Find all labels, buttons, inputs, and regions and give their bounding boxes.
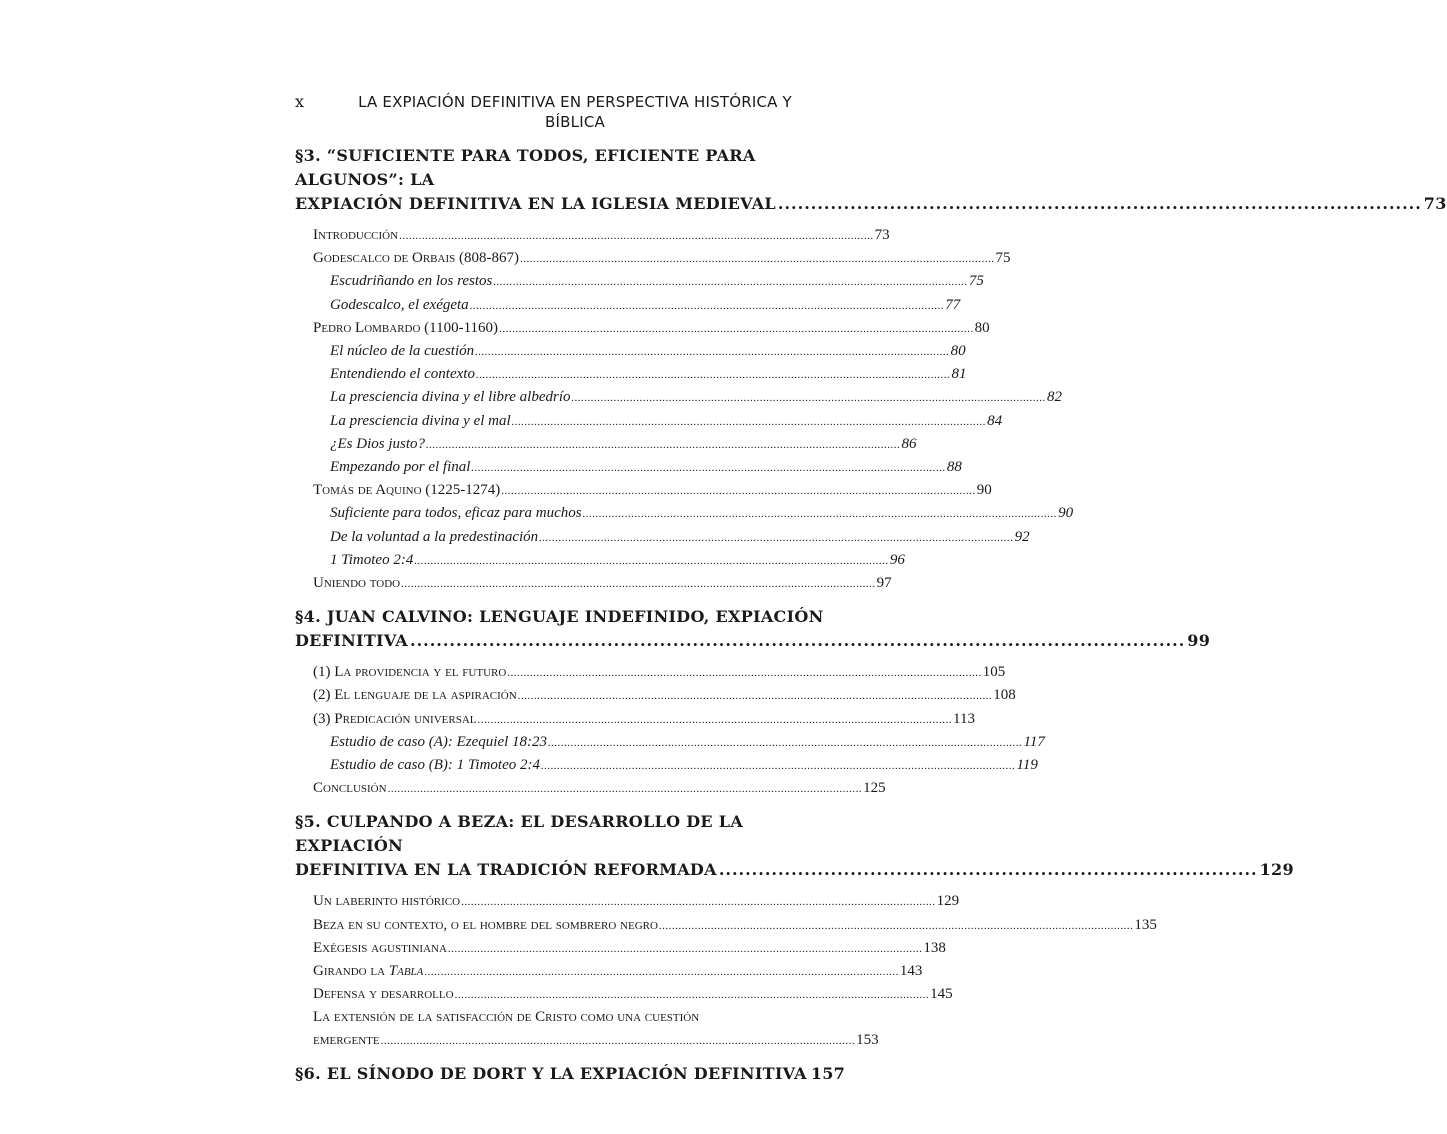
dot-leader: .................................................................................................................................................. [493,276,968,289]
entry-page: 113 [953,710,975,727]
toc-section [295,605,1211,800]
toc-subentry[interactable] [295,270,984,293]
dot-leader: ...................................................................................................................... [410,631,1186,651]
entry-title: Exégesis agustiniana [313,939,447,956]
section-heading[interactable] [295,1062,846,1086]
dot-leader: .................................................................................................................................................. [511,415,987,428]
section-heading-line-1: §4. JUAN CALVINO: LENGUAJE INDEFINIDO, EXPIACIÓN [295,607,824,627]
dot-leader: .................................................................................. [718,860,1258,880]
dot-leader: .................................................................................................................................................. [399,230,874,242]
entry-page: 77 [945,296,961,313]
entry-title-line-2: emergente [313,1031,380,1048]
entry-page: 73 [874,227,890,243]
toc-subentry[interactable] [295,340,966,363]
entry-title-italic: Tabla [388,963,424,980]
dot-leader: .................................................................................................................................................. [540,760,1016,773]
entry-page: 129 [936,893,960,910]
entry-page: 143 [899,963,923,980]
entry-title: Pedro Lombardo (1100-1160) [313,319,499,336]
section-entries [295,890,1157,1051]
section-entries [295,661,1045,800]
toc-entry[interactable] [295,317,990,340]
toc-subentry[interactable] [295,502,1074,525]
entry-title: Conclusión [313,780,387,797]
toc-entry[interactable] [295,572,892,595]
toc-entry[interactable] [295,960,923,983]
entry-title: Tomás de Aquino (1225-1274) [313,482,501,499]
entry-page: 105 [982,664,1006,681]
dot-leader: .................................................................................................................................................. [507,667,982,680]
entry-title: El núcleo de la cuestión [330,343,475,360]
dot-leader: .................................................................................................................................................. [475,369,951,382]
entry-title: Estudio de caso (B): 1 Timoteo 2:4 [330,757,540,774]
dot-leader: .................................................................................................................................................. [539,531,1014,544]
toc-section [295,144,1447,595]
toc-subentry[interactable] [295,363,967,386]
section-heading[interactable] [295,144,1447,216]
running-head [330,92,820,132]
entry-page: 75 [968,273,984,290]
section-heading-line-1: §5. CULPANDO A BEZA: EL DESARROLLO DE LA EXPIACIÓN [295,812,744,856]
entry-page: 145 [930,986,953,1003]
dot-leader: .................................................................................................................................................. [517,690,993,703]
entry-page: 117 [1023,733,1045,750]
toc-entry-multiline[interactable] [295,1006,879,1051]
toc-entry[interactable] [295,983,953,1006]
entry-page: 82 [1047,389,1063,406]
section-page: 99 [1187,631,1211,651]
entry-title: Godescalco de Orbais (808-867) [313,250,519,267]
toc-subentry[interactable] [295,294,961,317]
entry-title: Uniendo todo [313,575,401,592]
table-of-contents [295,144,1447,1086]
entry-page: 119 [1016,757,1038,774]
entry-page: 153 [856,1031,879,1048]
entry-page: 88 [946,459,962,476]
section-heading[interactable] [295,605,1211,653]
section-page: 129 [1259,860,1294,880]
toc-entry[interactable] [295,708,975,731]
toc-subentry[interactable] [295,456,962,479]
entry-page: 90 [976,482,992,499]
toc-entry[interactable] [295,479,992,502]
section-heading-line-2: DEFINITIVA EN LA TRADICIÓN REFORMADA [295,860,717,880]
dot-leader: .................................................................................................................................................. [475,346,950,359]
section-page: 73 [1423,194,1447,213]
dot-leader: .................................................................................................................................................. [469,299,945,312]
dot-leader: .................................................................................................................................................. [477,713,952,726]
toc-subentry[interactable] [295,731,1045,754]
entry-title: La presciencia divina y el mal [330,412,511,429]
dot-leader: .................................................................................................................................................. [658,919,1134,932]
entry-title: Un laberinto histórico [313,893,461,910]
section-entries [295,224,1074,595]
toc-entry[interactable] [295,684,1016,707]
dot-leader: .................................................................................................................................................. [387,783,863,796]
toc-section [295,810,1294,1051]
entry-title: 1 Timoteo 2:4 [330,551,414,568]
toc-subentry[interactable] [295,410,1003,433]
toc-subentry[interactable] [295,386,1063,409]
toc-subentry[interactable] [295,433,917,456]
dot-leader: .................................................................................................................................................. [401,578,876,591]
entry-page: 86 [901,435,917,452]
toc-entry[interactable] [295,777,886,800]
entry-page: 80 [974,319,990,336]
entry-title: (2) El lenguaje de la aspiración [313,687,517,704]
entry-page: 135 [1134,916,1157,933]
section-page: 157 [810,1063,846,1083]
dot-leader: .................................................................................................................................................. [454,989,930,1002]
dot-leader: .................................................................................................................................................. [380,1034,856,1047]
toc-entry[interactable] [295,224,890,247]
entry-page: 84 [987,412,1003,429]
page-number: x [295,92,305,111]
dot-leader: .................................................................................................................................................. [424,966,899,979]
toc-entry[interactable] [295,247,1011,270]
section-heading-line-1: §6. EL SÍNODO DE DORT Y LA EXPIACIÓN DEFINITIVA [295,1063,807,1083]
entry-title: Empezando por el final [330,459,471,476]
dot-leader: .................................................................................................................................................. [461,896,936,909]
entry-page: 138 [923,939,946,956]
entry-title: ¿Es Dios justo? [330,435,426,452]
entry-page: 96 [889,551,905,568]
entry-title: Entendiendo el contexto [330,366,475,383]
entry-title: Suficiente para todos, eficaz para muchos [330,505,582,522]
entry-title: La presciencia divina y el libre albedrío [330,389,571,406]
dot-leader: .................................................................................................................................................. [414,554,889,567]
entry-page: 92 [1014,528,1030,545]
entry-title: Escudriñando en los restos [330,273,493,290]
entry-title: Estudio de caso (A): Ezequiel 18:23 [330,733,548,750]
toc-entry[interactable] [295,914,1157,937]
entry-last-line [295,1029,879,1052]
entry-page: 80 [950,343,966,360]
entry-title: (1) La providencia y el futuro [313,664,507,681]
dot-leader: .................................................................................................................................................. [519,253,995,266]
entry-title [313,960,423,982]
entry-page: 108 [993,687,1016,704]
toc-subentry[interactable] [295,526,1030,549]
toc-entry[interactable] [295,890,960,913]
entry-title: Beza en su contexto, o el hombre del sombrero negro [313,916,658,933]
entry-page: 81 [951,366,967,383]
dot-leader: .................................................................................................. [777,194,1422,213]
dot-leader: .................................................................................................................................................. [426,438,901,451]
toc-subentry[interactable] [295,754,1038,777]
entry-page: 75 [995,250,1011,267]
dot-leader: .................................................................................................................................................. [582,508,1058,521]
section-heading-line-2: DEFINITIVA [295,631,408,651]
section-heading-line-2: EXPIACIÓN DEFINITIVA EN LA IGLESIA MEDIEVAL [295,194,776,213]
entry-page: 90 [1058,505,1074,522]
dot-leader: .................................................................................................................................................. [501,485,976,498]
section-heading-line-1: §3. “SUFICIENTE PARA TODOS, EFICIENTE PARA ALGUNOS”: LA [295,146,756,189]
dot-leader: .................................................................................................................................................. [548,736,1023,749]
dot-leader: .................................................................................................................................................. [447,942,923,955]
entry-title: Defensa y desarrollo [313,986,454,1003]
entry-page: 125 [863,780,886,797]
toc-entry[interactable] [295,937,946,960]
entry-title: (3) Predicación universal [313,710,477,727]
running-head-line-1: LA EXPIACIÓN DEFINITIVA EN PERSPECTIVA HISTÓRICA Y [358,93,792,111]
entry-title: Godescalco, el exégeta [330,296,469,313]
toc-subentry[interactable] [295,549,905,572]
entry-title: De la voluntad a la predestinación [330,528,539,545]
dot-leader: .................................................................................................................................................. [471,462,946,475]
toc-section [295,1062,846,1086]
running-head-line-2: BÍBLICA [545,113,605,131]
entry-page: 97 [876,575,892,592]
entry-title-part: Girando la [313,963,389,980]
toc-entry[interactable] [295,661,1006,684]
dot-leader: .................................................................................................................................................. [571,392,1047,405]
entry-title-line-1: La extensión de la satisfacción de Cristo como una cuestión [313,1009,700,1026]
entry-title: Introducción [313,227,399,243]
section-heading[interactable] [295,810,1294,882]
dot-leader: .................................................................................................................................................. [499,322,974,335]
